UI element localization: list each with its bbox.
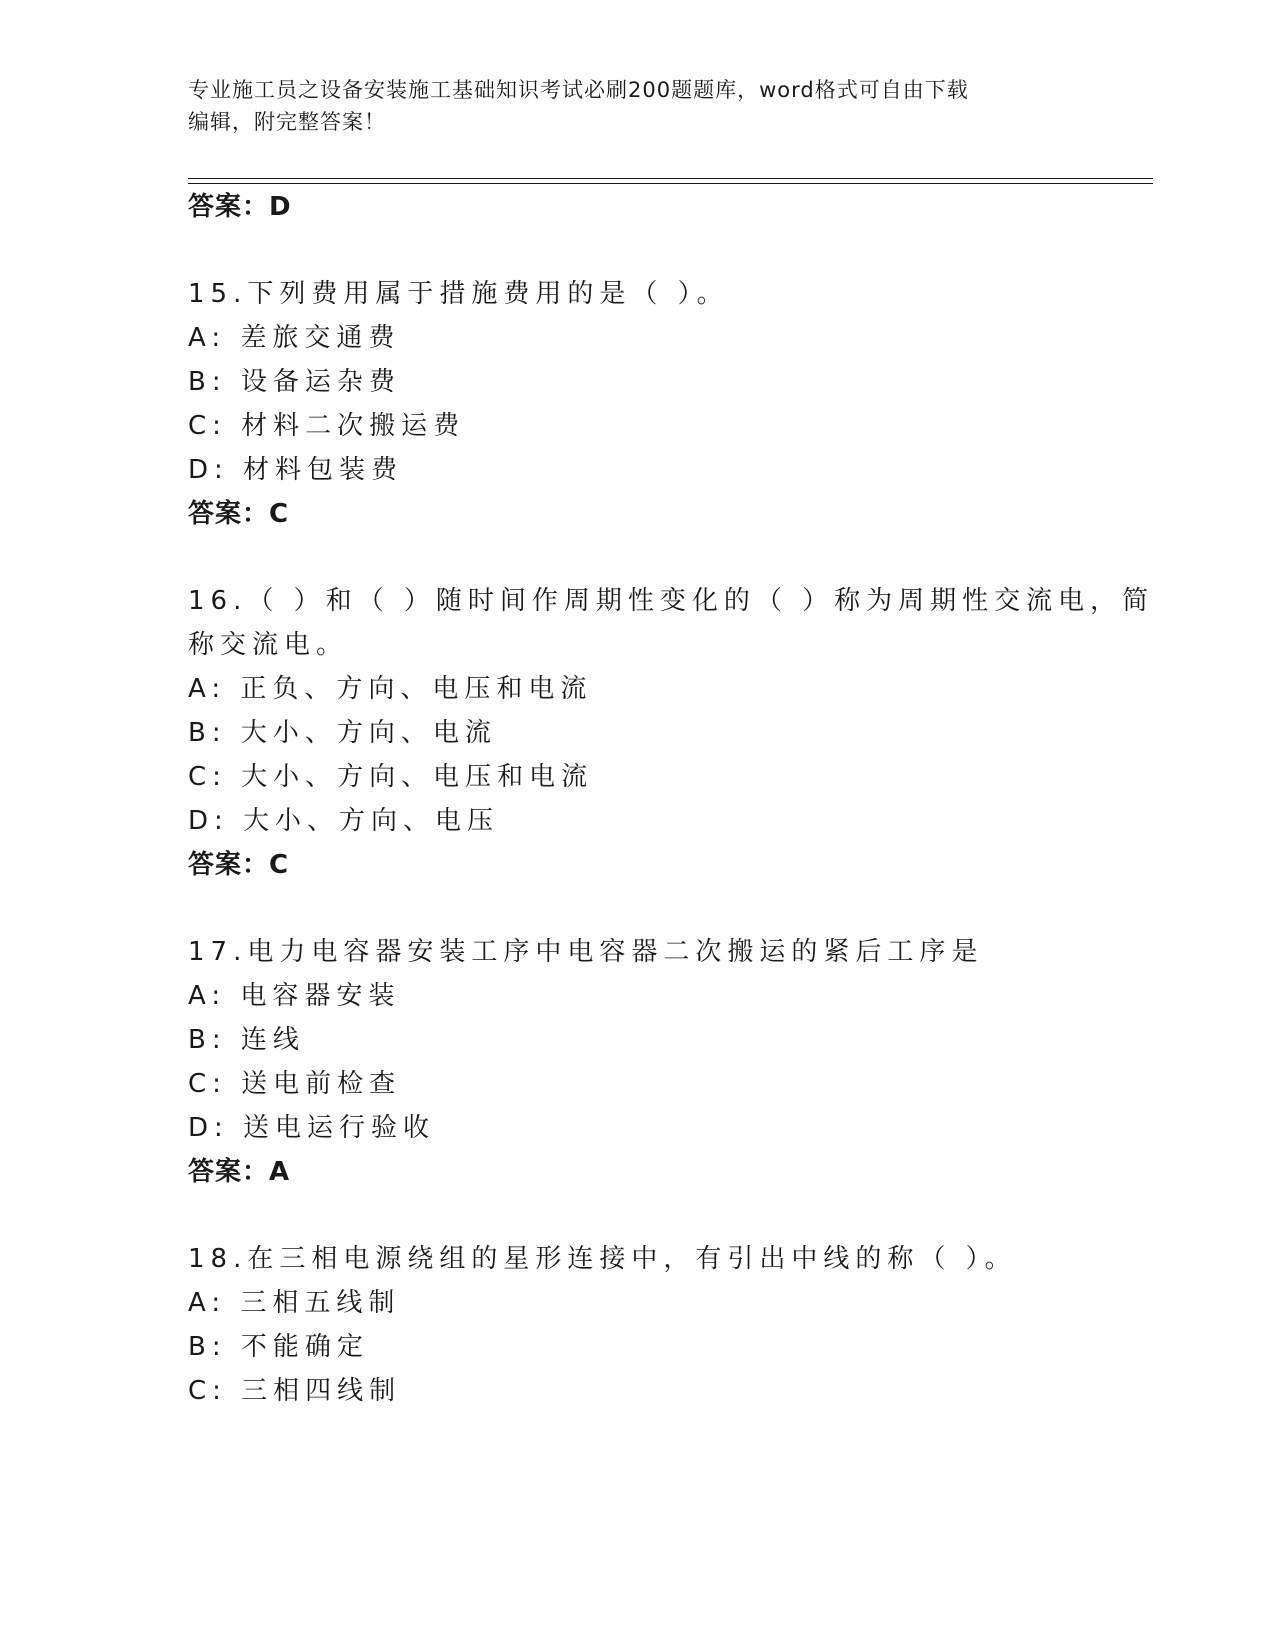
question-16-option-b: B: 大小、方向、电流 (188, 718, 497, 748)
previous-answer: 答案：D (188, 192, 292, 222)
question-18-option-c: C: 三相四线制 (188, 1376, 402, 1406)
question-18-option-b: B: 不能确定 (188, 1332, 369, 1362)
question-15-option-d: D: 材料包装费 (188, 455, 404, 485)
question-15-option-c: C: 材料二次搬运费 (188, 411, 466, 441)
question-17-option-a: A: 电容器安装 (188, 981, 401, 1011)
question-15-answer: 答案：C (188, 499, 290, 529)
question-17-answer: 答案：A (188, 1157, 291, 1187)
question-16-stem-line-1: 16.（ ）和（ ）随时间作周期性变化的（ ）称为周期性交流电，简 (188, 586, 1155, 616)
question-16-option-d: D: 大小、方向、电压 (188, 806, 500, 836)
question-16-answer: 答案：C (188, 850, 290, 880)
question-17-stem: 17.电力电容器安装工序中电容器二次搬运的紧后工序是 (188, 937, 984, 967)
question-16-stem-line-2: 称交流电。 (188, 630, 349, 660)
header-divider-bottom (188, 183, 1153, 184)
question-18-option-a: A: 三相五线制 (188, 1288, 401, 1318)
question-15-stem: 15.下列费用属于措施费用的是（ ）。 (188, 279, 729, 309)
question-15-option-b: B: 设备运杂费 (188, 367, 401, 397)
document-header (188, 74, 1068, 138)
header-line-1: 专业施工员之设备安装施工基础知识考试必刷200题题库，word格式可自由下载 (188, 78, 969, 102)
question-16-option-a: A: 正负、方向、电压和电流 (188, 674, 593, 704)
question-17-option-b: B: 连线 (188, 1025, 305, 1055)
question-15-option-a: A: 差旅交通费 (188, 323, 401, 353)
question-18-stem: 18.在三相电源绕组的星形连接中，有引出中线的称（ ）。 (188, 1244, 1017, 1274)
question-16-option-c: C: 大小、方向、电压和电流 (188, 762, 594, 792)
header-divider-top (188, 178, 1153, 179)
question-17-option-c: C: 送电前检查 (188, 1069, 402, 1099)
header-line-2: 编辑，附完整答案！ (188, 110, 386, 134)
question-17-option-d: D: 送电运行验收 (188, 1113, 436, 1143)
